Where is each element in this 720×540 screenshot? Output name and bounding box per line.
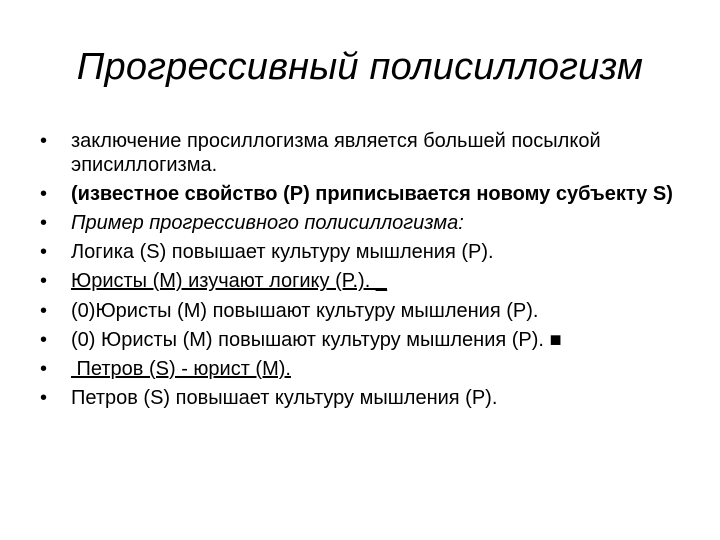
bullet-item: [40, 183, 700, 207]
bullet-dot-icon: •: [40, 357, 48, 380]
slide-title: Прогрессивный полисиллогизм: [76, 46, 644, 88]
bullet-text: Юристы (М) изучают логику (P.). _: [71, 270, 387, 293]
bullet-text: (0) Юристы (М) повышают культуру мышления (P). ■: [71, 328, 562, 351]
bullet-text: Петров (S) повышает культуру мышления (P).: [71, 387, 498, 410]
bullet-text: (известное свойство (P) приписывается новому субъекту S): [71, 182, 673, 205]
bullet-dot-icon: •: [40, 182, 48, 205]
bullet-dot-icon: •: [40, 211, 48, 234]
bullet-text: Логика (S) повышает культуру мышления (P).: [71, 241, 494, 264]
bullet-item: [40, 387, 700, 411]
bullet-text: заключение просиллогизма является большей посылкой эписиллогизма.: [71, 130, 601, 176]
bullet-item: [40, 212, 700, 236]
bullet-dot-icon: •: [40, 241, 48, 264]
bullet-item: [40, 130, 700, 177]
bullet-dot-icon: •: [40, 387, 48, 410]
bullet-dot-icon: •: [40, 270, 48, 293]
bullet-dot-icon: •: [40, 328, 48, 351]
bullet-item: [40, 300, 700, 324]
bullet-dot-icon: •: [40, 130, 48, 152]
bullet-text: Петров (S) - юрист (M).: [71, 357, 291, 380]
bullet-dot-icon: •: [40, 299, 48, 322]
bullet-item: [40, 270, 700, 294]
bullet-item: [40, 358, 700, 382]
bullet-text: Пример прогрессивного полисиллогизма:: [71, 211, 464, 234]
bullet-item: [40, 329, 700, 353]
bullet-list: [40, 130, 700, 416]
bullet-text: (0)Юристы (М) повышают культуру мышления (P).: [71, 299, 539, 322]
bullet-item: [40, 241, 700, 265]
